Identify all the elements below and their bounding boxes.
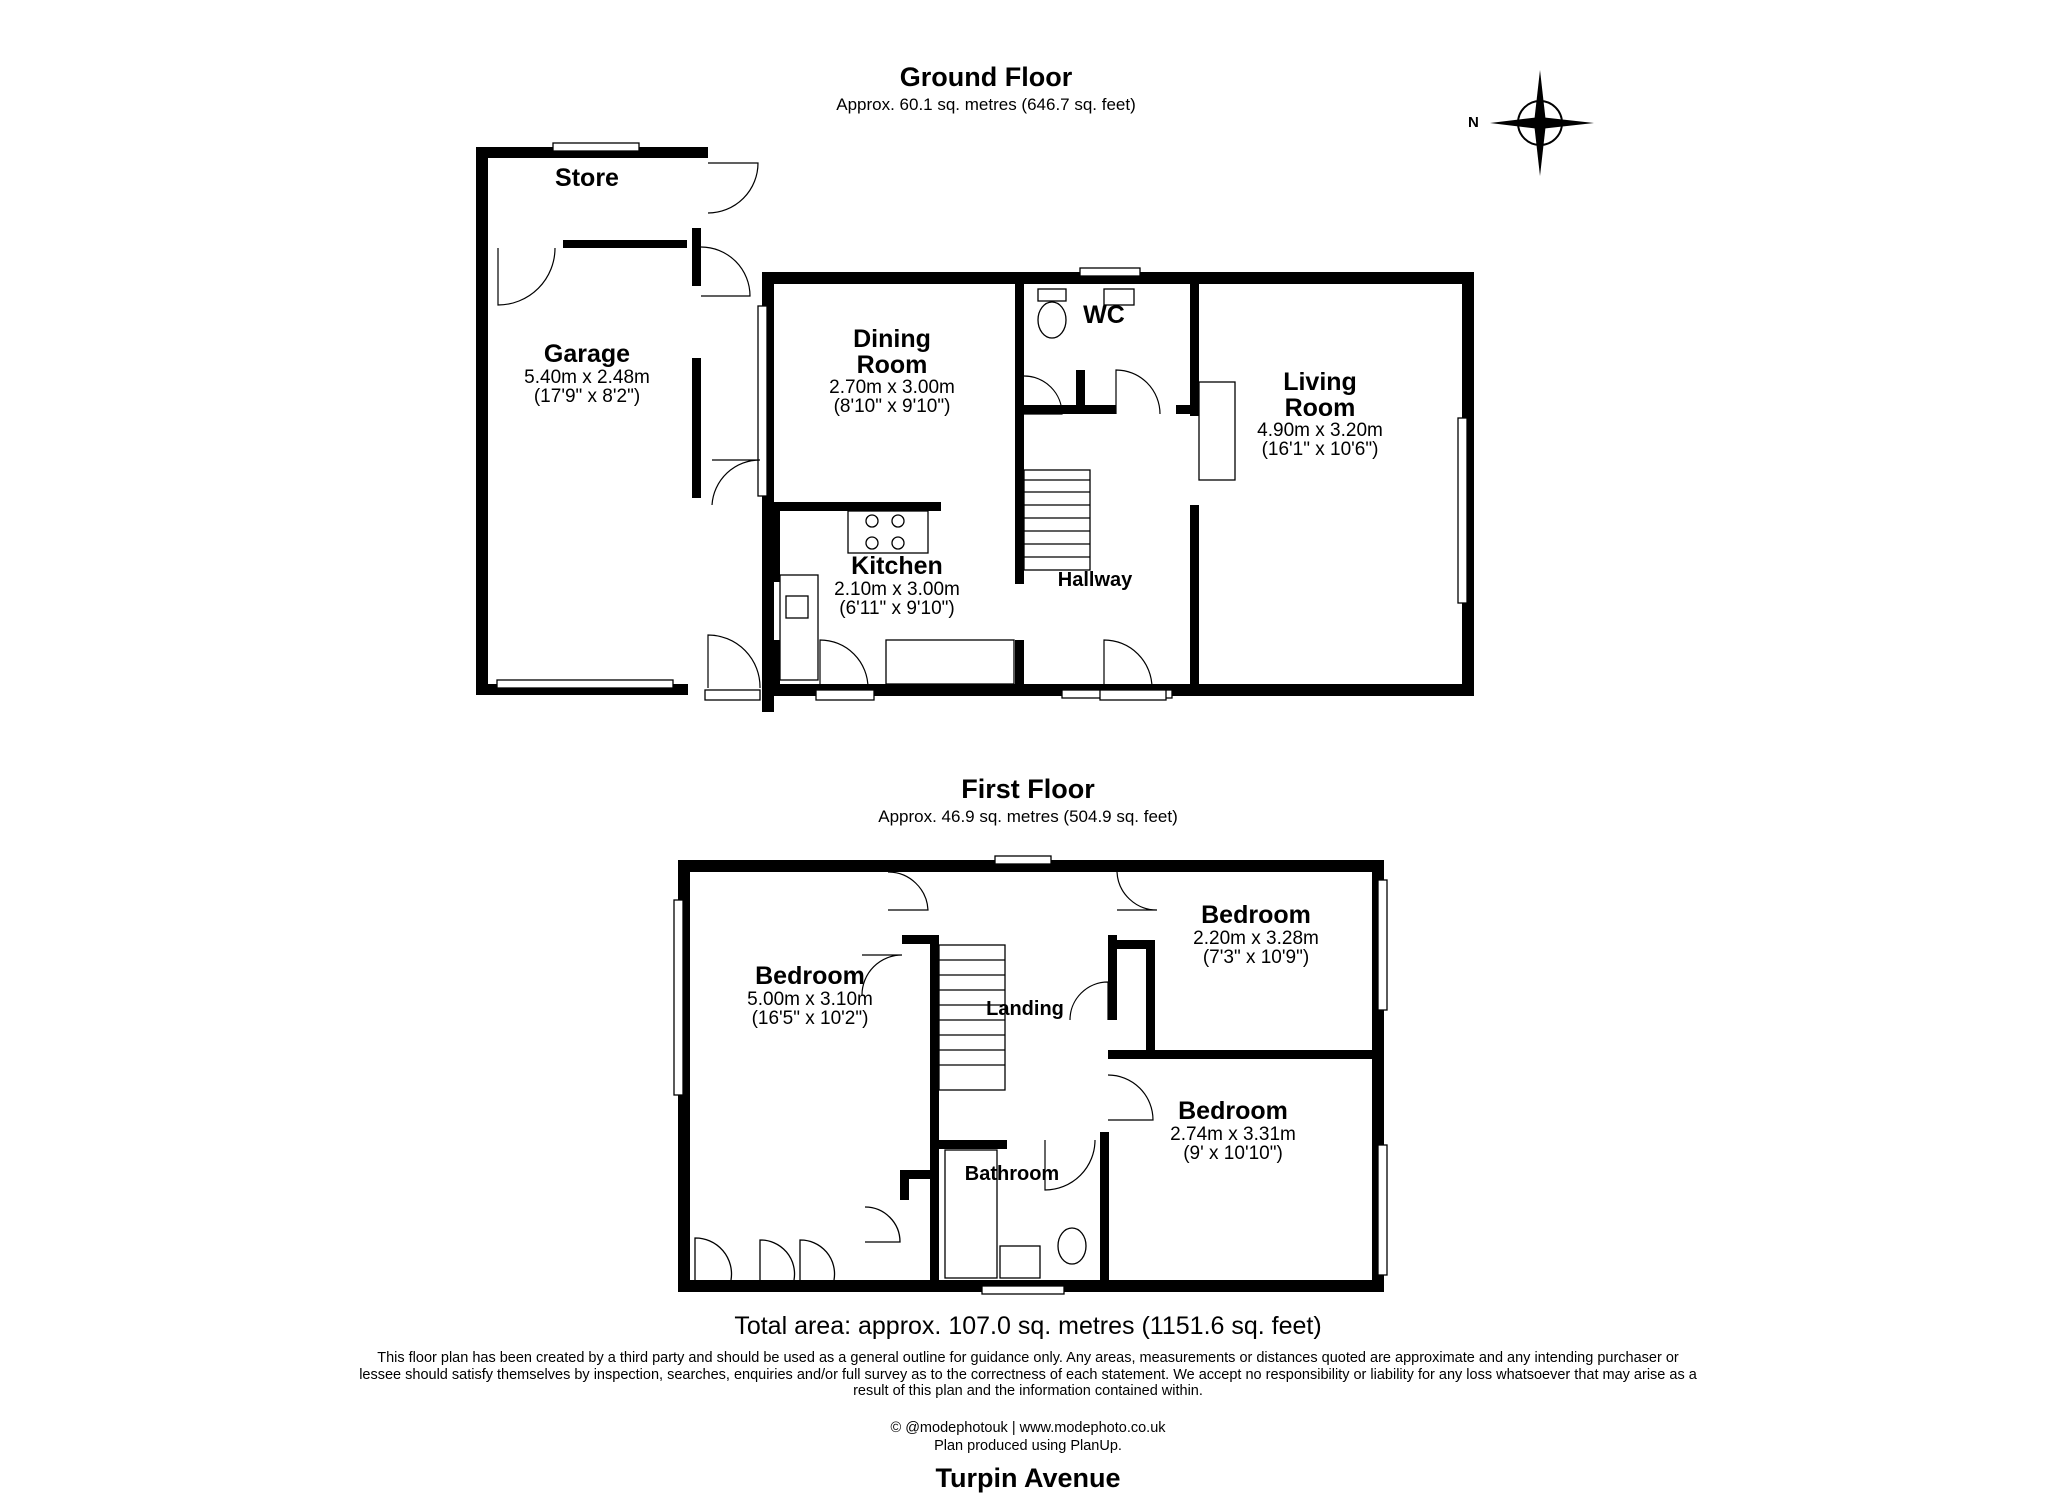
credit-line-2: Plan produced using PlanUp.: [934, 1438, 1122, 1454]
room-bedroom-main-name: Bedroom: [755, 962, 865, 990]
room-garage-name: Garage: [543, 340, 631, 368]
room-living-imperial: (16'1" x 10'6"): [1261, 439, 1379, 461]
room-bedroom-main-metric: 5.00m x 3.10m: [747, 988, 873, 1010]
room-dining: [829, 327, 955, 417]
first-floor-title: First Floor: [961, 774, 1095, 804]
ground-floor-title: Ground Floor: [899, 62, 1073, 92]
compass-icon: [1490, 70, 1594, 176]
room-bedroom-3-metric: 2.74m x 3.31m: [1170, 1123, 1296, 1145]
room-hallway-name: Hallway: [1057, 569, 1133, 591]
street-name: Turpin Avenue: [935, 1463, 1121, 1493]
room-landing: [986, 999, 1064, 1019]
room-bedroom-main-imperial: (16'5" x 10'2"): [751, 1007, 869, 1029]
first-floor-area: Approx. 46.9 sq. metres (504.9 sq. feet): [878, 807, 1178, 826]
room-kitchen: [834, 554, 960, 618]
room-living-name: Living: [1283, 368, 1357, 396]
room-store: [555, 166, 619, 192]
room-kitchen-imperial: (6'11" x 9'10"): [839, 597, 955, 619]
room-bedroom-3-name: Bedroom: [1178, 1097, 1288, 1125]
room-living-name2: Room: [1284, 393, 1356, 422]
room-wc: [1083, 303, 1125, 329]
room-store-name: Store: [555, 164, 619, 192]
credit-line-1: © @modephotouk | www.modephoto.co.uk: [890, 1420, 1166, 1436]
room-bedroom-main: [747, 964, 873, 1028]
room-kitchen-name: Kitchen: [851, 552, 943, 580]
room-wc-name: WC: [1083, 301, 1125, 329]
ground-floor-area: Approx. 60.1 sq. metres (646.7 sq. feet): [836, 95, 1136, 114]
room-landing-name: Landing: [986, 998, 1064, 1020]
room-dining-name2: Room: [856, 350, 928, 379]
room-bedroom-3-imperial: (9' x 10'10"): [1183, 1142, 1283, 1164]
compass-north-label: N: [1468, 114, 1479, 131]
room-living: [1257, 370, 1383, 460]
room-garage: [524, 342, 650, 406]
disclaimer-text: This floor plan has been created by a third party and should be used as a general outline for guidance only. Any areas, measurements or distances quoted are approximate and any intending purchaser or lessee should satisfy themselves by inspection, searches, enquiries and/or full survey as to the correctness of each statement. We accept no responsibility or liability for any loss whatsoever that may arise as a result of this plan and the information contained within.: [359, 1350, 1697, 1400]
room-dining-name: Dining: [853, 325, 931, 353]
room-dining-metric: 2.70m x 3.00m: [829, 377, 955, 398]
room-bedroom-2-imperial: (7'3" x 10'9"): [1202, 946, 1310, 968]
room-kitchen-metric: 2.10m x 3.00m: [834, 578, 960, 600]
room-dining-imperial: (8'10" x 9'10"): [833, 396, 951, 418]
room-bathroom-name: Bathroom: [964, 1163, 1060, 1185]
room-bedroom-2: [1193, 903, 1319, 967]
room-living-metric: 4.90m x 3.20m: [1257, 420, 1383, 441]
room-hallway: [1058, 570, 1132, 590]
room-garage-metric: 5.40m x 2.48m: [524, 366, 650, 388]
room-bedroom-3: [1170, 1099, 1296, 1163]
total-area: Total area: approx. 107.0 sq. metres (1151.6 sq. feet): [734, 1312, 1322, 1340]
room-bedroom-2-metric: 2.20m x 3.28m: [1193, 927, 1319, 949]
room-bathroom: [965, 1164, 1059, 1184]
room-bedroom-2-name: Bedroom: [1201, 901, 1311, 929]
room-garage-imperial: (17'9" x 8'2"): [533, 385, 641, 407]
